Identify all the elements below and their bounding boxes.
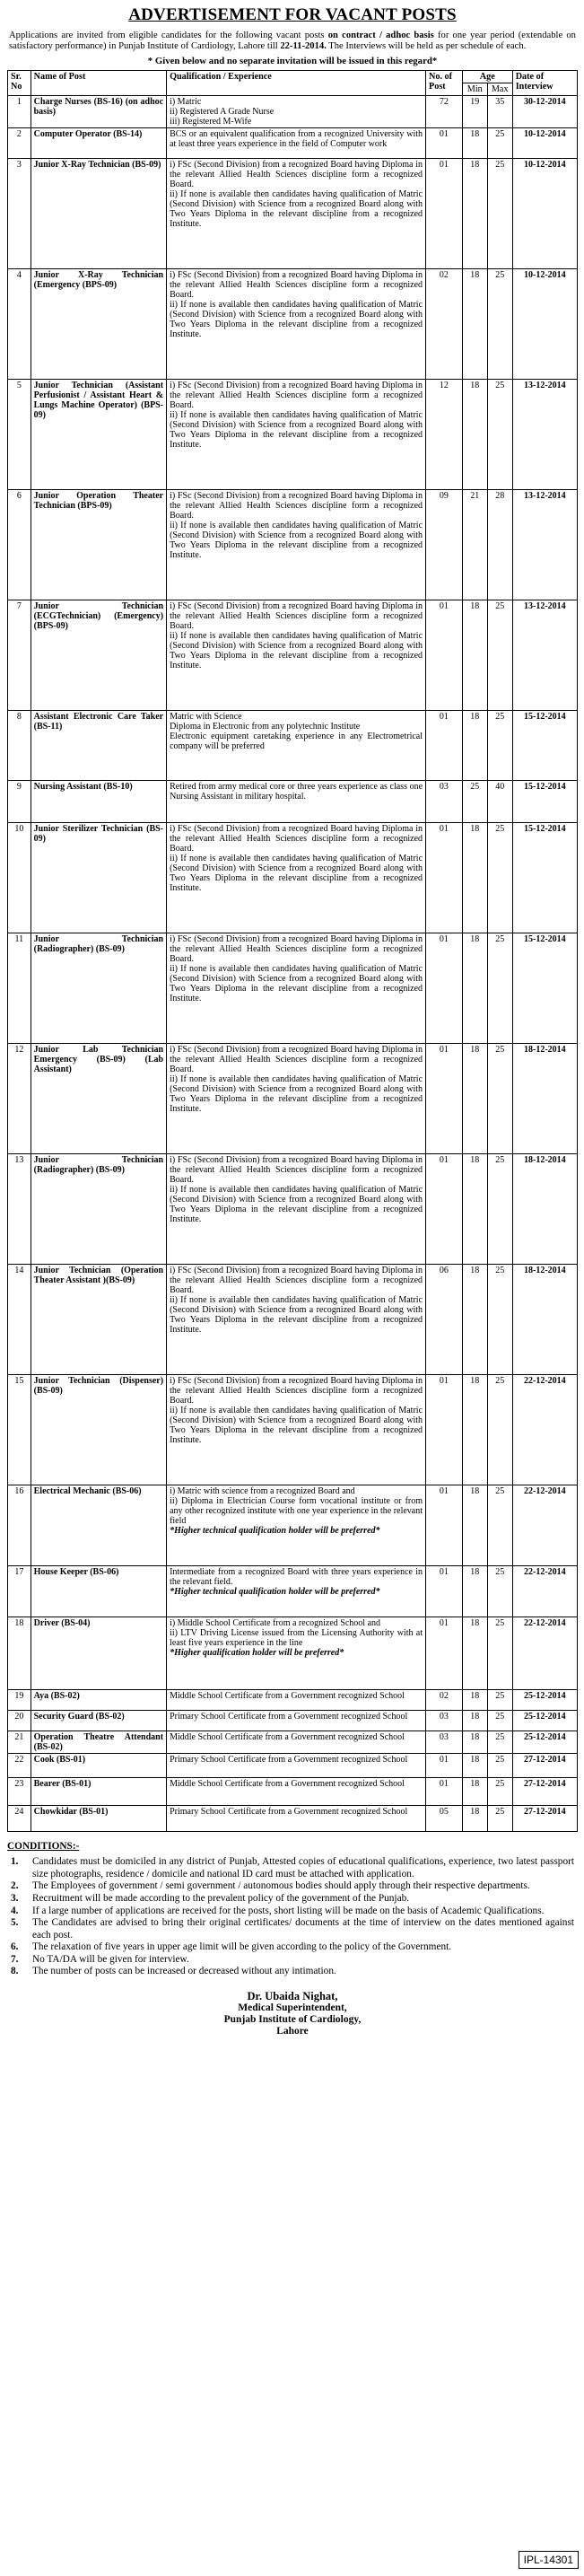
cell-age-max: 25 (487, 1617, 512, 1690)
qualification-line: i) FSc (Second Division) from a recognized Board having Diploma in the relevant Allied Health Sciences discipline form a recognized Board. (170, 824, 423, 854)
cell-age-max: 25 (487, 933, 512, 1044)
qualification-line: ii) If none is available then candidates having qualification of Matric (Second Division) with Science from a recognized Board along with Two Years Diploma in the relevant discipline from a recognized Institute. (170, 964, 423, 1004)
table-row (8, 380, 578, 490)
cell-sr-no: 24 (8, 1806, 31, 1832)
qualification-line: ii) If none is available then candidates having qualification of Matric (Second Division) with Science from a recognized Board along with Two Years Diploma in the relevant discipline from a recognized Institute. (170, 300, 423, 340)
intro-deadline: 22-11-2014. (280, 41, 327, 52)
cell-post-name: Junior Technician (Assistant Perfusionist / Assistant Heart & Lungs Machine Operator) (BPS-09) (31, 380, 166, 490)
qualification-line: i) FSc (Second Division) from a recognized Board having Diploma in the relevant Allied Health Sciences discipline form a recognized Board. (170, 1155, 423, 1186)
qualification-line: Electronic equipment caretaking experience in any Electrometrical company will be preferred (170, 732, 423, 752)
cell-sr-no: 15 (8, 1375, 31, 1485)
condition-item (7, 1880, 578, 1893)
cell-qualification (167, 128, 426, 159)
table-row (8, 1690, 578, 1711)
table-row (8, 823, 578, 933)
cell-sr-no: 12 (8, 1044, 31, 1154)
cell-no-of-post: 01 (426, 1754, 463, 1778)
qualification-line: i) FSc (Second Division) from a recognized Board having Diploma in the relevant Allied Health Sciences discipline form a recognized Board. (170, 491, 423, 521)
cell-interview-date: 10-12-2014 (512, 128, 577, 159)
cell-sr-no: 9 (8, 781, 31, 823)
intro-paragraph (9, 31, 576, 53)
cell-age-min: 18 (462, 1485, 487, 1566)
table-row (8, 1375, 578, 1485)
cell-post-name: Assistant Electronic Care Taker (BS-11) (31, 711, 166, 781)
cell-no-of-post: 01 (426, 1566, 463, 1617)
cell-age-max: 25 (487, 1485, 512, 1566)
cell-interview-date: 22-12-2014 (512, 1566, 577, 1617)
cell-sr-no: 2 (8, 128, 31, 159)
cell-no-of-post: 01 (426, 1778, 463, 1806)
signatory-organization: Punjab Institute of Cardiology, (223, 2014, 362, 2026)
table-row (8, 781, 578, 823)
table-row (8, 1154, 578, 1265)
cell-age-max: 25 (487, 1154, 512, 1265)
table-row (8, 95, 578, 127)
cell-qualification (167, 1754, 426, 1778)
cell-age-min: 18 (462, 823, 487, 933)
cell-interview-date: 22-12-2014 (512, 1485, 577, 1566)
cell-qualification (167, 1044, 426, 1154)
cell-post-name: Junior Operation Theater Technician (BPS-09) (31, 490, 166, 600)
qualification-line: Primary School Certificate from a Government recognized School (170, 1807, 408, 1818)
table-row (8, 1044, 578, 1154)
table-header-row (8, 70, 578, 83)
condition-text: The Candidates are advised to bring their original certificates/ documents at the time of interview on the dates mentioned against each post. (32, 1917, 574, 1941)
qualification-line: Middle School Certificate from a Government recognized School (170, 1779, 405, 1790)
table-row (8, 1485, 578, 1566)
condition-number: 4. (11, 1905, 19, 1916)
cell-age-max: 25 (487, 1806, 512, 1832)
qualification-line: Intermediate from a recognized Board with three years experience in the relevant field. (170, 1567, 423, 1588)
cell-post-name: Cook (BS-01) (31, 1754, 166, 1778)
cell-age-min: 18 (462, 380, 487, 490)
cell-interview-date: 10-12-2014 (512, 269, 577, 380)
cell-sr-no: 19 (8, 1690, 31, 1711)
intro-text-2: for one year period (extendable on satisfactory performance) in Punjab Institute of Cardiology, Lahore till (9, 31, 576, 52)
cell-qualification (167, 1617, 426, 1690)
cell-age-max: 25 (487, 600, 512, 711)
qualification-line: ii) If none is available then candidates having qualification of Matric (Second Division) with Science from a recognized Board along with Two Years Diploma in the relevant discipline from a recognized Institute. (170, 521, 423, 561)
cell-age-min: 18 (462, 1778, 487, 1806)
cell-age-max: 25 (487, 711, 512, 781)
cell-sr-no: 10 (8, 823, 31, 933)
cell-no-of-post: 01 (426, 1154, 463, 1265)
cell-sr-no: 17 (8, 1566, 31, 1617)
qualification-line: ii) If none is available then candidates having qualification of Matric (Second Division) with Science from a recognized Board along with Two Years Diploma in the relevant discipline from a recognized Institute. (170, 1295, 423, 1336)
condition-text: The Employees of government / semi government / autonomous bodies should apply through their respective departments. (32, 1880, 530, 1892)
cell-sr-no: 11 (8, 933, 31, 1044)
cell-qualification (167, 823, 426, 933)
table-row (8, 1617, 578, 1690)
cell-interview-date: 27-12-2014 (512, 1778, 577, 1806)
cell-age-min: 18 (462, 1690, 487, 1711)
cell-interview-date: 25-12-2014 (512, 1711, 577, 1731)
cell-sr-no: 4 (8, 269, 31, 380)
condition-item (7, 1906, 578, 1918)
condition-text: No TA/DA will be given for interview. (32, 1953, 189, 1965)
cell-age-min: 18 (462, 159, 487, 269)
cell-no-of-post: 72 (426, 95, 463, 127)
condition-number: 5. (11, 1917, 19, 1929)
cell-post-name: Junior X-Ray Technician (BS-09) (31, 159, 166, 269)
qualification-line: Retired from army medical core or three years experience as class one Nursing Assistant in military hospital. (170, 782, 423, 802)
table-row (8, 1731, 578, 1754)
qualification-line: Primary School Certificate from a Government recognized School (170, 1712, 408, 1722)
cell-qualification (167, 1690, 426, 1711)
table-row (8, 1806, 578, 1832)
cell-age-min: 18 (462, 1806, 487, 1832)
table-row (8, 490, 578, 600)
cell-no-of-post: 01 (426, 1485, 463, 1566)
cell-age-min: 18 (462, 711, 487, 781)
cell-no-of-post: 05 (426, 1806, 463, 1832)
cell-age-max: 25 (487, 1711, 512, 1731)
cell-no-of-post: 01 (426, 933, 463, 1044)
condition-text: Recruitment will be made according to the prevalent policy of the government of the Punjab. (32, 1892, 410, 1904)
condition-text: The number of posts can be increased or decreased without any intimation. (32, 1966, 336, 1977)
cell-age-max: 25 (487, 1566, 512, 1617)
cell-age-min: 18 (462, 1044, 487, 1154)
vacancies-table (7, 70, 578, 1832)
condition-text: If a large number of applications are received for the posts, short listing will be made on the basis of Academic Qualifications. (32, 1905, 545, 1916)
qualification-line: ii) Diploma in Electrician Course form vocational institute or from any other recognized institute with one year experience in the relevant field (170, 1496, 423, 1527)
cell-post-name: Junior Lab Technician Emergency (BS-09) (Lab Assistant) (31, 1044, 166, 1154)
header-post-name: Name of Post (31, 70, 166, 95)
qualification-line: i) FSc (Second Division) from a recognized Board having Diploma in the relevant Allied Health Sciences discipline form a recognized Board. (170, 1266, 423, 1296)
cell-no-of-post: 02 (426, 269, 463, 380)
conditions-section (7, 1841, 578, 1978)
cell-post-name: Bearer (BS-01) (31, 1778, 166, 1806)
cell-interview-date: 18-12-2014 (512, 1154, 577, 1265)
cell-sr-no: 18 (8, 1617, 31, 1690)
page-title: ADVERTISEMENT FOR VACANT POSTS (128, 5, 457, 24)
cell-sr-no: 20 (8, 1711, 31, 1731)
header-interview-date: Date of Interview (512, 70, 577, 95)
cell-sr-no: 1 (8, 95, 31, 127)
cell-qualification (167, 95, 426, 127)
cell-sr-no: 6 (8, 490, 31, 600)
cell-no-of-post: 01 (426, 1617, 463, 1690)
qualification-line: Matric with Science (170, 712, 242, 723)
cell-post-name: Junior Sterilizer Technician (BS-09) (31, 823, 166, 933)
cell-sr-no: 5 (8, 380, 31, 490)
cell-interview-date: 15-12-2014 (512, 711, 577, 781)
cell-no-of-post: 03 (426, 1731, 463, 1754)
cell-post-name: Aya (BS-02) (31, 1690, 166, 1711)
table-row (8, 933, 578, 1044)
condition-item (7, 1893, 578, 1906)
qualification-line: ii) If none is available then candidates having qualification of Matric (Second Division) with Science from a recognized Board along with Two Years Diploma in the relevant discipline from a recognized Institute. (170, 410, 423, 451)
cell-age-max: 35 (487, 95, 512, 127)
cell-post-name: Junior Technician (ECGTechnician) (Emergency) (BPS-09) (31, 600, 166, 711)
table-row (8, 1778, 578, 1806)
cell-age-max: 25 (487, 269, 512, 380)
cell-age-max: 25 (487, 380, 512, 490)
cell-no-of-post: 02 (426, 1690, 463, 1711)
invitation-note: * Given below and no separate invitation will be issued in this regard* (147, 55, 438, 66)
cell-no-of-post: 12 (426, 380, 463, 490)
cell-no-of-post: 01 (426, 1375, 463, 1485)
table-row (8, 1265, 578, 1375)
cell-interview-date: 15-12-2014 (512, 781, 577, 823)
qualification-line: i) FSc (Second Division) from a recognized Board having Diploma in the relevant Allied Health Sciences discipline form a recognized Board. (170, 1376, 423, 1406)
cell-no-of-post: 06 (426, 1265, 463, 1375)
cell-no-of-post: 01 (426, 823, 463, 933)
cell-qualification (167, 600, 426, 711)
cell-age-max: 25 (487, 1690, 512, 1711)
cell-no-of-post: 01 (426, 159, 463, 269)
cell-age-min: 18 (462, 1711, 487, 1731)
cell-age-max: 25 (487, 823, 512, 933)
qualification-line: ii) If none is available then candidates having qualification of Matric (Second Division) with Science from a recognized Board along with Two Years Diploma in the relevant discipline from a recognized Institute. (170, 1185, 423, 1225)
cell-age-min: 18 (462, 128, 487, 159)
header-age-max: Max (487, 83, 512, 95)
header-qualification: Qualification / Experience (167, 70, 426, 95)
cell-no-of-post: 01 (426, 128, 463, 159)
cell-qualification (167, 1154, 426, 1265)
cell-age-min: 21 (462, 490, 487, 600)
cell-age-min: 18 (462, 1375, 487, 1485)
preference-note: *Higher qualification holder will be preferred* (170, 1648, 344, 1659)
cell-interview-date: 22-12-2014 (512, 1375, 577, 1485)
cell-qualification (167, 1711, 426, 1731)
condition-item (7, 1856, 578, 1880)
qualification-line: i) Matric (170, 96, 202, 107)
cell-interview-date: 18-12-2014 (512, 1265, 577, 1375)
cell-post-name: Chowkidar (BS-01) (31, 1806, 166, 1832)
qualification-line: ii) If none is available then candidates having qualification of Matric (Second Division) with Science from a recognized Board along with Two Years Diploma in the relevant discipline from a recognized Institute. (170, 1406, 423, 1446)
cell-interview-date: 13-12-2014 (512, 600, 577, 711)
vacancies-table-body (8, 95, 578, 1831)
cell-post-name: Junior Technician (Radiographer) (BS-09) (31, 933, 166, 1044)
header-age: Age (462, 70, 512, 83)
cell-post-name: House Keeper (BS-06) (31, 1566, 166, 1617)
condition-number: 7. (11, 1953, 19, 1965)
cell-qualification (167, 490, 426, 600)
cell-post-name: Junior Technician (Dispenser) (BS-09) (31, 1375, 166, 1485)
cell-interview-date: 13-12-2014 (512, 380, 577, 490)
cell-age-max: 25 (487, 159, 512, 269)
cell-qualification (167, 1485, 426, 1566)
cell-qualification (167, 1806, 426, 1832)
cell-age-min: 18 (462, 1731, 487, 1754)
cell-interview-date: 25-12-2014 (512, 1690, 577, 1711)
condition-text: Candidates must be domiciled in any district of Punjab, Attested copies of educational qualifications, experience, two latest passport size photographs, residence / domicile and national ID card must be attached with application. (32, 1856, 574, 1879)
cell-no-of-post: 09 (426, 490, 463, 600)
cell-age-min: 18 (462, 269, 487, 380)
qualification-line: i) Middle School Certificate from a recognized School and (170, 1618, 381, 1629)
cell-no-of-post: 03 (426, 1711, 463, 1731)
cell-interview-date: 27-12-2014 (512, 1806, 577, 1832)
cell-interview-date: 10-12-2014 (512, 159, 577, 269)
table-row (8, 1754, 578, 1778)
table-row (8, 1566, 578, 1617)
signature-block (7, 1991, 578, 2037)
table-row (8, 128, 578, 159)
cell-age-min: 18 (462, 1265, 487, 1375)
condition-number: 2. (11, 1880, 19, 1892)
cell-post-name: Junior X-Ray Technician (Emergency (BPS-09) (31, 269, 166, 380)
qualification-line: Middle School Certificate from a Government recognized School (170, 1691, 405, 1702)
cell-sr-no: 14 (8, 1265, 31, 1375)
cell-sr-no: 21 (8, 1731, 31, 1754)
cell-age-max: 25 (487, 1754, 512, 1778)
cell-sr-no: 3 (8, 159, 31, 269)
cell-age-min: 18 (462, 933, 487, 1044)
cell-post-name: Driver (BS-04) (31, 1617, 166, 1690)
qualification-line: iii) Registered M-Wife (170, 117, 252, 127)
cell-age-max: 25 (487, 1044, 512, 1154)
advertisement-page (7, 5, 578, 2037)
cell-qualification (167, 1375, 426, 1485)
cell-interview-date: 30-12-2014 (512, 95, 577, 127)
condition-item (7, 1941, 578, 1954)
signatory-title: Medical Superintendent, (238, 2002, 347, 2014)
cell-age-min: 25 (462, 781, 487, 823)
condition-item (7, 1966, 578, 1978)
cell-qualification (167, 1566, 426, 1617)
cell-interview-date: 15-12-2014 (512, 823, 577, 933)
cell-qualification (167, 711, 426, 781)
header-no-of-post: No. of Post (426, 70, 463, 95)
conditions-list (7, 1856, 578, 1978)
cell-qualification (167, 380, 426, 490)
cell-age-max: 25 (487, 1731, 512, 1754)
qualification-line: ii) If none is available then candidates having qualification of Matric (Second Division) with Science from a recognized Board along with Two Years Diploma in the relevant discipline from a recognized Institute. (170, 189, 423, 230)
cell-sr-no: 23 (8, 1778, 31, 1806)
condition-text: The relaxation of five years in upper age limit will be given according to the policy of the Government. (32, 1941, 452, 1953)
cell-interview-date: 27-12-2014 (512, 1754, 577, 1778)
cell-qualification (167, 1265, 426, 1375)
cell-interview-date: 18-12-2014 (512, 1044, 577, 1154)
cell-age-min: 18 (462, 1754, 487, 1778)
cell-qualification (167, 1731, 426, 1754)
qualification-line: ii) LTV Driving License issued from the Licensing Authority with at least five years experience in the line (170, 1628, 423, 1649)
qualification-line: i) FSc (Second Division) from a recognized Board having Diploma in the relevant Allied Health Sciences discipline form a recognized Board. (170, 1045, 423, 1075)
condition-item (7, 1917, 578, 1941)
cell-post-name: Charge Nurses (BS-16) (on adhoc basis) (31, 95, 166, 127)
qualification-line: i) Matric with science from a recognized Board and (170, 1486, 355, 1497)
cell-interview-date: 25-12-2014 (512, 1731, 577, 1754)
cell-post-name: Junior Technician (Operation Theater Assistant )(BS-09) (31, 1265, 166, 1375)
cell-age-max: 28 (487, 490, 512, 600)
cell-sr-no: 22 (8, 1754, 31, 1778)
cell-post-name: Operation Theatre Attendant (BS-02) (31, 1731, 166, 1754)
qualification-line: i) FSc (Second Division) from a recognized Board having Diploma in the relevant Allied Health Sciences discipline form a recognized Board. (170, 270, 423, 301)
cell-post-name: Nursing Assistant (BS-10) (31, 781, 166, 823)
cell-age-max: 40 (487, 781, 512, 823)
preference-note: *Higher technical qualification holder will be preferred* (170, 1526, 380, 1537)
cell-interview-date: 13-12-2014 (512, 490, 577, 600)
cell-sr-no: 8 (8, 711, 31, 781)
cell-no-of-post: 03 (426, 781, 463, 823)
cell-age-max: 25 (487, 1778, 512, 1806)
cell-post-name: Electrical Mechanic (BS-06) (31, 1485, 166, 1566)
cell-age-min: 19 (462, 95, 487, 127)
cell-post-name: Security Guard (BS-02) (31, 1711, 166, 1731)
condition-number: 8. (11, 1966, 19, 1977)
ad-code-label: IPL-14301 (519, 2551, 579, 2569)
intro-basis: on contract / adhoc basis (327, 31, 434, 40)
cell-qualification (167, 159, 426, 269)
cell-post-name: Computer Operator (BS-14) (31, 128, 166, 159)
qualification-line: i) FSc (Second Division) from a recognized Board having Diploma in the relevant Allied Health Sciences discipline form a recognized Board. (170, 934, 423, 965)
qualification-line: ii) If none is available then candidates having qualification of Matric (Second Division) with Science from a recognized Board along with Two Years Diploma in the relevant discipline from a recognized Institute. (170, 631, 423, 671)
qualification-line: ii) If none is available then candidates having qualification of Matric (Second Division) with Science from a recognized Board along with Two Years Diploma in the relevant discipline from a recognized Institute. (170, 1074, 423, 1115)
table-row (8, 159, 578, 269)
cell-sr-no: 16 (8, 1485, 31, 1566)
qualification-line: ii) If none is available then candidates having qualification of Matric (Second Division) with Science from a recognized Board along with Two Years Diploma in the relevant discipline from a recognized Institute. (170, 854, 423, 894)
cell-qualification (167, 781, 426, 823)
cell-interview-date: 22-12-2014 (512, 1617, 577, 1690)
cell-age-min: 18 (462, 1617, 487, 1690)
cell-no-of-post: 01 (426, 711, 463, 781)
cell-age-min: 18 (462, 1154, 487, 1265)
condition-number: 1. (11, 1856, 19, 1868)
qualification-line: Diploma in Electronic from any polytechnic Institute (170, 722, 361, 732)
qualification-line: i) FSc (Second Division) from a recognized Board having Diploma in the relevant Allied Health Sciences discipline form a recognized Board. (170, 381, 423, 411)
table-row (8, 1711, 578, 1731)
qualification-line: BCS or an equivalent qualification from a recognized University with at least three years experience in the field of Computer work (170, 129, 423, 150)
cell-no-of-post: 01 (426, 600, 463, 711)
qualification-line: Primary School Certificate from a Government recognized School (170, 1755, 408, 1766)
condition-number: 6. (11, 1941, 19, 1953)
signatory-city: Lahore (276, 2026, 309, 2037)
qualification-line: Middle School Certificate from a Government recognized School (170, 1732, 405, 1743)
qualification-line: ii) Registered A Grade Nurse (170, 106, 275, 117)
cell-sr-no: 7 (8, 600, 31, 711)
cell-age-max: 25 (487, 128, 512, 159)
table-row (8, 269, 578, 380)
intro-text-3: The Interviews will be held as per schedule of each. (326, 41, 527, 52)
condition-number: 3. (11, 1892, 19, 1904)
cell-no-of-post: 01 (426, 1044, 463, 1154)
qualification-line: i) FSc (Second Division) from a recognized Board having Diploma in the relevant Allied Health Sciences discipline form a recognized Board. (170, 601, 423, 632)
intro-text-1: Applications are invited from eligible candidates for the following vacant posts (9, 31, 328, 40)
cell-age-max: 25 (487, 1265, 512, 1375)
preference-note: *Higher technical qualification holder will be preferred* (170, 1587, 380, 1598)
cell-sr-no: 13 (8, 1154, 31, 1265)
condition-item (7, 1954, 578, 1967)
conditions-title: CONDITIONS:- (7, 1841, 80, 1853)
cell-qualification (167, 933, 426, 1044)
header-age-min: Min (462, 83, 487, 95)
signatory-name: Dr. Ubaida Nighat, (247, 1990, 338, 2003)
cell-qualification (167, 269, 426, 380)
qualification-line: i) FSc (Second Division) from a recognized Board having Diploma in the relevant Allied Health Sciences discipline form a recognized Board. (170, 160, 423, 190)
header-sr: Sr. No (8, 70, 31, 95)
cell-age-max: 25 (487, 1375, 512, 1485)
cell-age-min: 18 (462, 600, 487, 711)
cell-interview-date: 15-12-2014 (512, 933, 577, 1044)
cell-age-min: 18 (462, 1566, 487, 1617)
table-row (8, 600, 578, 711)
cell-qualification (167, 1778, 426, 1806)
cell-post-name: Junior Technician (Radiographer) (BS-09) (31, 1154, 166, 1265)
table-row (8, 711, 578, 781)
